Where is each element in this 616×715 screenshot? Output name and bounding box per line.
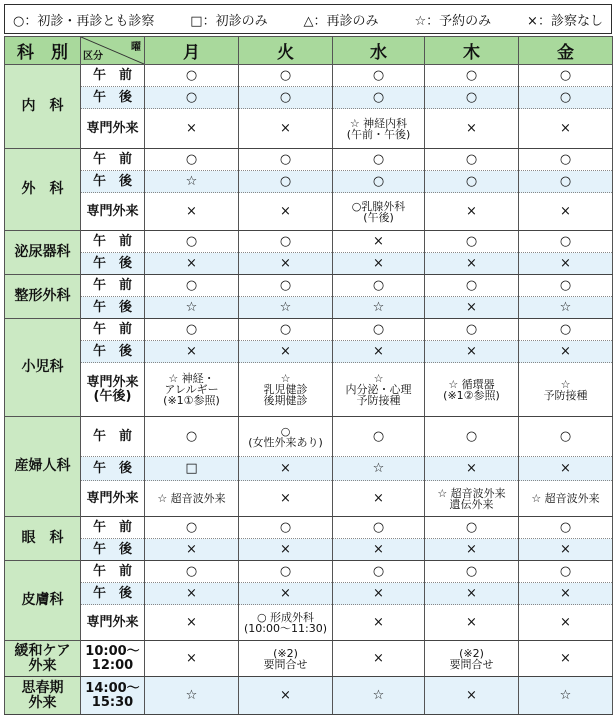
kubun-label: 区分	[83, 51, 103, 62]
schedule-cell: ×	[145, 583, 239, 605]
schedule-cell: (※2) 要問合せ	[239, 641, 333, 677]
schedule-cell: □	[145, 457, 239, 481]
schedule-cell: ×	[239, 109, 333, 149]
schedule-cell: ×	[145, 193, 239, 231]
legend-star: ☆：予約のみ	[414, 13, 492, 29]
schedule-cell: ○	[519, 417, 613, 457]
day-header: 火	[239, 37, 333, 65]
schedule-cell: ☆	[145, 171, 239, 193]
header-row	[5, 37, 613, 65]
day-header: 月	[145, 37, 239, 65]
schedule-cell: ×	[425, 341, 519, 363]
table-row	[5, 275, 613, 297]
schedule-cell: ×	[425, 583, 519, 605]
schedule-cell: ○	[239, 319, 333, 341]
schedule-cell: ○	[145, 87, 239, 109]
schedule-cell: ×	[425, 193, 519, 231]
table-row	[5, 457, 613, 481]
schedule-cell: ○	[239, 149, 333, 171]
schedule-cell: ○	[239, 561, 333, 583]
schedule-cell: ○ 形成外科 (10:00〜11:30)	[239, 605, 333, 641]
schedule-cell: ×	[239, 193, 333, 231]
schedule-cell: ×	[519, 605, 613, 641]
time-slot-label: 午 後	[81, 457, 145, 481]
time-slot-label: 午 後	[81, 583, 145, 605]
department-label: 外 科	[5, 149, 81, 231]
schedule-cell: ×	[239, 677, 333, 715]
schedule-cell: ×	[519, 539, 613, 561]
time-slot-label: 午 前	[81, 149, 145, 171]
schedule-cell: ×	[239, 341, 333, 363]
table-row	[5, 583, 613, 605]
schedule-cell: ○	[519, 231, 613, 253]
department-label: 産婦人科	[5, 417, 81, 517]
schedule-cell: (※2) 要問合せ	[425, 641, 519, 677]
table-row	[5, 193, 613, 231]
table-row	[5, 109, 613, 149]
schedule-cell: ×	[425, 297, 519, 319]
time-slot-label: 専門外来	[81, 109, 145, 149]
time-slot-label: 午 後	[81, 87, 145, 109]
schedule-cell: ×	[425, 677, 519, 715]
table-row	[5, 561, 613, 583]
time-slot-label: 専門外来	[81, 605, 145, 641]
schedule-cell: ○	[425, 319, 519, 341]
schedule-cell: ×	[239, 481, 333, 517]
table-row	[5, 65, 613, 87]
schedule-cell: ×	[519, 109, 613, 149]
table-row	[5, 605, 613, 641]
schedule-cell: ○	[239, 231, 333, 253]
table-row	[5, 253, 613, 275]
schedule-cell: ☆ 超音波外来	[519, 481, 613, 517]
schedule-cell: ○	[333, 417, 425, 457]
table-row	[5, 481, 613, 517]
time-slot-label: 14:00〜 15:30	[81, 677, 145, 715]
schedule-cell: ○	[519, 87, 613, 109]
schedule-cell: ○	[239, 275, 333, 297]
schedule-cell: ☆	[239, 297, 333, 319]
legend-circle: ○：初診・再診とも診察	[13, 13, 155, 29]
schedule-cell: ×	[333, 481, 425, 517]
schedule-cell: ☆	[519, 297, 613, 319]
schedule-cell: ×	[425, 457, 519, 481]
time-slot-label: 午 後	[81, 539, 145, 561]
legend-cross: ×：診察なし	[527, 13, 603, 29]
schedule-cell: ☆ 超音波外来 遺伝外来	[425, 481, 519, 517]
schedule-cell: ☆	[519, 677, 613, 715]
schedule-cell: ○	[239, 65, 333, 87]
schedule-cell: ×	[333, 583, 425, 605]
schedule-cell: ○	[333, 561, 425, 583]
schedule-cell: ☆	[145, 297, 239, 319]
schedule-cell: ○	[333, 87, 425, 109]
schedule-cell: ×	[145, 539, 239, 561]
schedule-cell: ○	[333, 171, 425, 193]
schedule-cell: ☆	[333, 457, 425, 481]
schedule-cell: ○ (女性外来あり)	[239, 417, 333, 457]
time-slot-label: 午 後	[81, 171, 145, 193]
schedule-cell: ○	[145, 517, 239, 539]
schedule-cell: ○	[145, 65, 239, 87]
schedule-cell: ○	[145, 149, 239, 171]
table-row	[5, 539, 613, 561]
schedule-cell: ○	[333, 65, 425, 87]
table-row	[5, 641, 613, 677]
table-row	[5, 149, 613, 171]
schedule-cell: ×	[239, 457, 333, 481]
schedule-cell: ○	[145, 319, 239, 341]
time-slot-label: 専門外来 (午後)	[81, 363, 145, 417]
table-row	[5, 517, 613, 539]
schedule-cell: ×	[519, 253, 613, 275]
schedule-cell: ×	[333, 539, 425, 561]
legend-box	[4, 4, 612, 34]
table-row	[5, 231, 613, 253]
schedule-cell: ○	[425, 275, 519, 297]
table-row	[5, 171, 613, 193]
schedule-cell: ○	[519, 561, 613, 583]
schedule-cell: ○	[425, 561, 519, 583]
day-header: 水	[333, 37, 425, 65]
schedule-cell: ○	[239, 87, 333, 109]
schedule-cell: ×	[333, 605, 425, 641]
table-row	[5, 677, 613, 715]
schedule-cell: ○	[519, 149, 613, 171]
legend-square: □：初診のみ	[190, 13, 268, 29]
day-header: 金	[519, 37, 613, 65]
schedule-cell: ○	[425, 149, 519, 171]
schedule-cell: ○	[145, 231, 239, 253]
department-label: 眼 科	[5, 517, 81, 561]
schedule-cell: ☆ 超音波外来	[145, 481, 239, 517]
schedule-cell: ☆ 神経内科 (午前・午後)	[333, 109, 425, 149]
time-slot-label: 専門外来	[81, 193, 145, 231]
kubun-youbi-header	[81, 37, 145, 65]
schedule-cell: ×	[519, 457, 613, 481]
schedule-cell: ×	[145, 109, 239, 149]
department-label: 皮膚科	[5, 561, 81, 641]
department-label: 小児科	[5, 319, 81, 417]
table-row	[5, 297, 613, 319]
schedule-cell: ×	[519, 583, 613, 605]
schedule-cell: ○	[145, 275, 239, 297]
time-slot-label: 午 前	[81, 275, 145, 297]
schedule-cell: ○	[333, 517, 425, 539]
schedule-cell: ○	[519, 171, 613, 193]
schedule-cell: ☆ 内分泌・心理 予防接種	[333, 363, 425, 417]
department-label: 内 科	[5, 65, 81, 149]
schedule-cell: ○	[425, 231, 519, 253]
schedule-cell: ×	[145, 605, 239, 641]
schedule-cell: ×	[333, 231, 425, 253]
schedule-cell: ×	[333, 641, 425, 677]
time-slot-label: 午 前	[81, 65, 145, 87]
schedule-cell: ○	[425, 171, 519, 193]
dept-header: 科 別	[5, 37, 81, 65]
day-header: 木	[425, 37, 519, 65]
youbi-label: 曜	[131, 42, 141, 53]
schedule-cell: ×	[239, 253, 333, 275]
time-slot-label: 午 前	[81, 417, 145, 457]
schedule-cell: ○	[145, 561, 239, 583]
table-row	[5, 341, 613, 363]
schedule-cell: ○	[333, 319, 425, 341]
schedule-cell: ○	[239, 171, 333, 193]
schedule-cell: ☆	[333, 677, 425, 715]
schedule-cell: ○	[145, 417, 239, 457]
schedule-cell: ×	[519, 193, 613, 231]
time-slot-label: 午 前	[81, 319, 145, 341]
schedule-cell: ×	[425, 253, 519, 275]
table-row	[5, 87, 613, 109]
schedule-cell: ○	[519, 517, 613, 539]
legend-triangle: △：再診のみ	[303, 13, 379, 29]
schedule-cell: ○	[425, 87, 519, 109]
schedule-cell: ×	[145, 341, 239, 363]
time-slot-label: 10:00〜 12:00	[81, 641, 145, 677]
schedule-cell: ○	[519, 65, 613, 87]
schedule-cell: ×	[519, 641, 613, 677]
schedule-cell: ☆ 予防接種	[519, 363, 613, 417]
schedule-cell: ×	[425, 605, 519, 641]
time-slot-label: 午 前	[81, 561, 145, 583]
schedule-cell: ○	[239, 517, 333, 539]
schedule-cell: ×	[145, 641, 239, 677]
table-row	[5, 319, 613, 341]
schedule-cell: ○	[425, 417, 519, 457]
time-slot-label: 午 前	[81, 517, 145, 539]
table-row	[5, 417, 613, 457]
schedule-cell: ○	[333, 149, 425, 171]
schedule-cell: ○	[519, 275, 613, 297]
time-slot-label: 午 後	[81, 297, 145, 319]
department-label: 思春期 外来	[5, 677, 81, 715]
table-row	[5, 363, 613, 417]
schedule-cell: ×	[519, 341, 613, 363]
schedule-cell: ×	[425, 539, 519, 561]
schedule-cell: ☆ 乳児健診 後期健診	[239, 363, 333, 417]
schedule-cell: ○	[425, 65, 519, 87]
time-slot-label: 午 後	[81, 253, 145, 275]
time-slot-label: 午 後	[81, 341, 145, 363]
schedule-cell: ×	[239, 539, 333, 561]
schedule-cell: ○	[425, 517, 519, 539]
schedule-cell: ×	[425, 109, 519, 149]
schedule-cell: ×	[239, 583, 333, 605]
time-slot-label: 午 前	[81, 231, 145, 253]
schedule-table	[4, 36, 613, 715]
department-label: 緩和ケア 外来	[5, 641, 81, 677]
schedule-cell: ☆	[145, 677, 239, 715]
schedule-cell: ×	[333, 341, 425, 363]
schedule-cell: ○	[333, 275, 425, 297]
schedule-cell: ☆ 神経・ アレルギー (※1①参照)	[145, 363, 239, 417]
schedule-cell: ×	[145, 253, 239, 275]
department-label: 整形外科	[5, 275, 81, 319]
schedule-cell: ☆ 循環器 (※1②参照)	[425, 363, 519, 417]
schedule-cell: ○乳腺外科 (午後)	[333, 193, 425, 231]
schedule-cell: ○	[519, 319, 613, 341]
schedule-cell: ☆	[333, 297, 425, 319]
schedule-cell: ×	[333, 253, 425, 275]
department-label: 泌尿器科	[5, 231, 81, 275]
time-slot-label: 専門外来	[81, 481, 145, 517]
